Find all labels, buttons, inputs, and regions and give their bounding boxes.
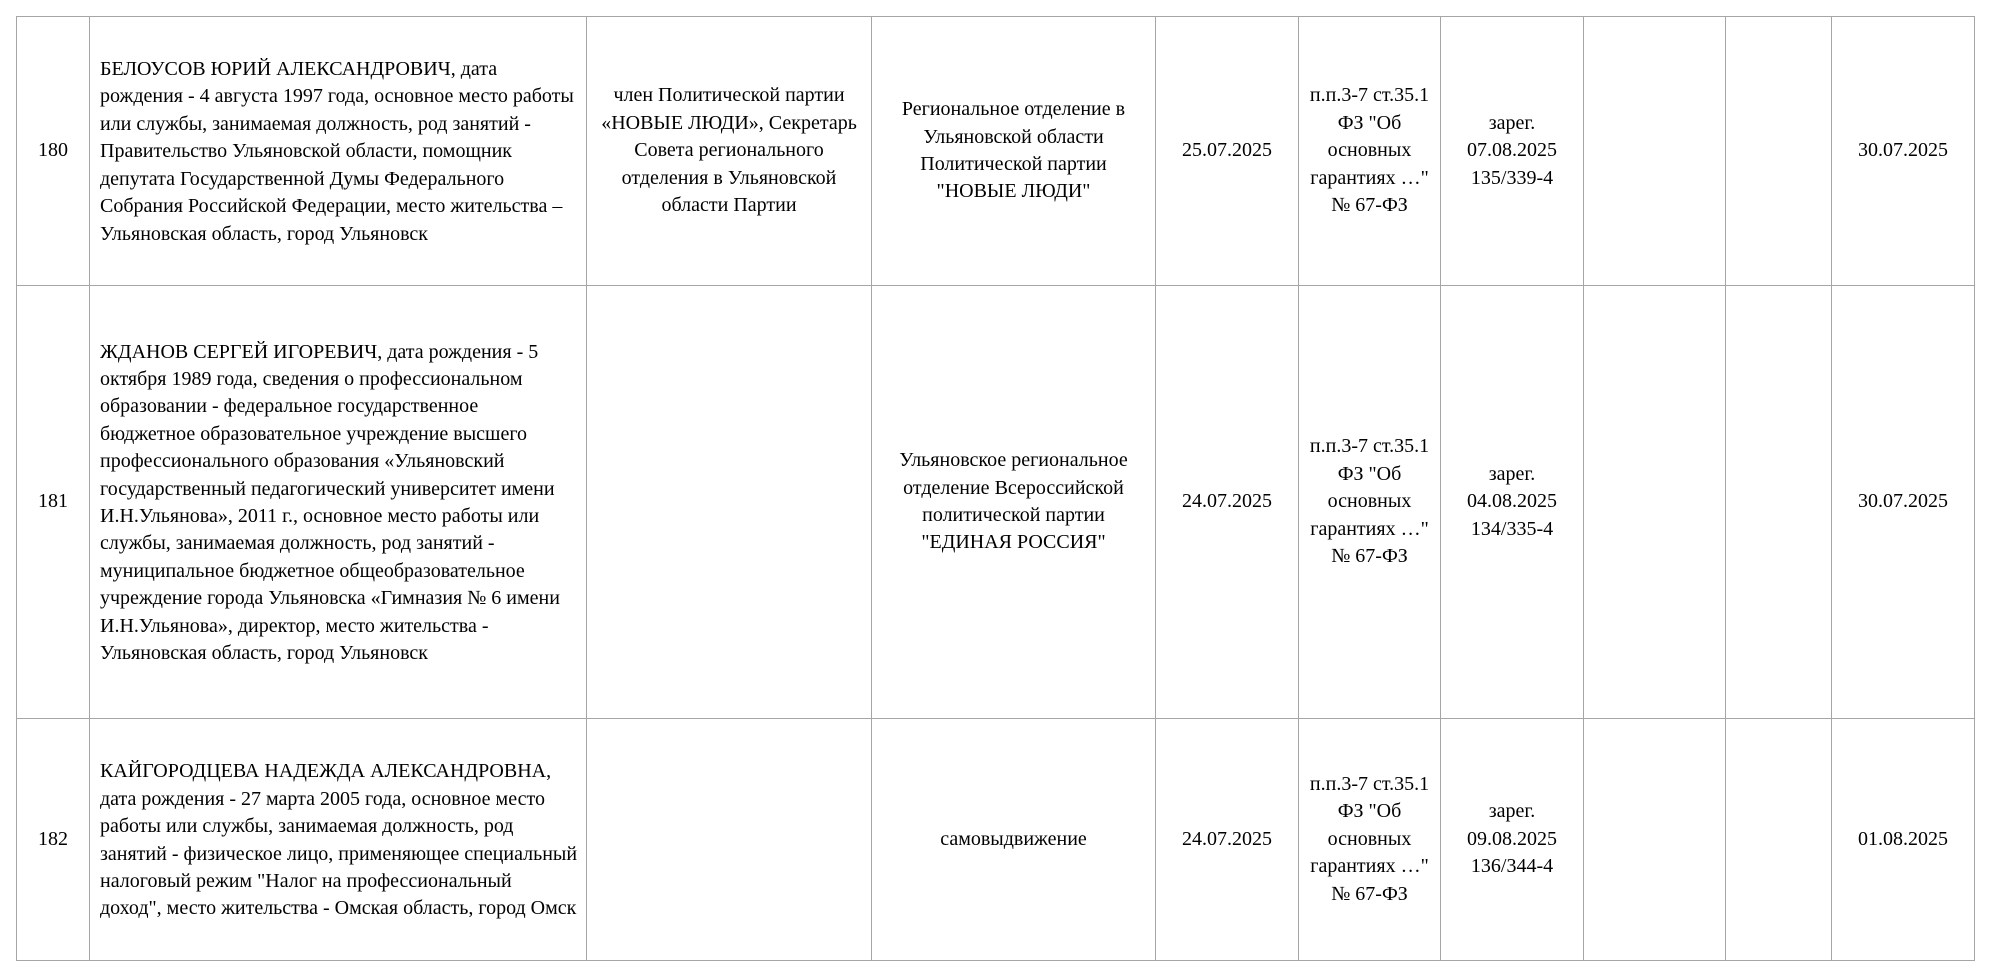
table-row (17, 286, 1975, 719)
nomination-date: 24.07.2025 (1182, 827, 1272, 850)
nomination-date-cell (1156, 286, 1299, 719)
candidate-info-cell (90, 719, 587, 961)
last-date: 30.07.2025 (1858, 139, 1948, 162)
last-date-cell (1832, 286, 1975, 719)
table-row (17, 719, 1975, 961)
candidates-table (16, 16, 1975, 961)
nominated-by-cell (872, 17, 1156, 286)
party-status-cell (587, 17, 872, 286)
empty-cell (1726, 286, 1832, 719)
party-status-cell (587, 719, 872, 961)
candidate-info-cell (90, 17, 587, 286)
legal-grounds-cell (1299, 17, 1441, 286)
party-status: член Политической партии «НОВЫЕ ЛЮДИ», Секретарь Совета регионального отделения в Ульяновской области Партии (601, 84, 857, 217)
nomination-date: 24.07.2025 (1182, 490, 1272, 513)
nominated-by-cell (872, 286, 1156, 719)
registration-cell (1441, 17, 1584, 286)
last-date-cell (1832, 719, 1975, 961)
registration-info: зарег. 07.08.2025 135/339-4 (1467, 111, 1557, 189)
table-row (17, 17, 1975, 286)
legal-grounds: п.п.3-7 ст.35.1 ФЗ "Об основных гарантиях …" № 67-ФЗ (1309, 772, 1430, 905)
nomination-date: 25.07.2025 (1182, 139, 1272, 162)
candidate-info: КАЙГОРОДЦЕВА НАДЕЖДА АЛЕКСАНДРОВНА, дата рождения - 27 марта 2005 года, основное место работы или службы, занимаемая должность, род занятий - физическое лицо, применяющее специальный налоговый режим "Налог на профессиональный доход", место жительства - Омская область, город Омск (100, 760, 578, 920)
empty-cell (1584, 719, 1726, 961)
nominated-by-cell (872, 719, 1156, 961)
registration-info: зарег. 04.08.2025 134/335-4 (1467, 462, 1557, 540)
nominated-by: самовыдвижение (940, 827, 1087, 850)
nominated-by: Ульяновское региональное отделение Всероссийской политической партии "ЕДИНАЯ РОССИЯ" (899, 449, 1128, 554)
empty-cell (1584, 286, 1726, 719)
candidate-info: ЖДАНОВ СЕРГЕЙ ИГОРЕВИЧ, дата рождения - 5 октября 1989 года, сведения о профессиональном образовании - федеральное государственное бюджетное образовательное учреждение высшего профессионального образования «Ульяновский государственный педагогический университет имени И.Н.Ульянова», 2011 г., основное место работы или службы, занимаемая должность, род занятий - муниципальное бюджетное общеобразовательное учреждение города Ульяновска «Гимназия № 6 имени И.Н.Ульянова», директор, место жительства - Ульяновская область, город Ульяновск (100, 340, 560, 665)
legal-grounds-cell (1299, 286, 1441, 719)
legal-grounds: п.п.3-7 ст.35.1 ФЗ "Об основных гарантиях …" № 67-ФЗ (1309, 84, 1430, 217)
legal-grounds-cell (1299, 719, 1441, 961)
empty-cell (1726, 17, 1832, 286)
row-number: 182 (38, 827, 68, 850)
row-number-cell (17, 286, 90, 719)
registration-cell (1441, 719, 1584, 961)
registration-cell (1441, 286, 1584, 719)
row-number: 180 (38, 139, 68, 162)
empty-cell (1584, 17, 1726, 286)
nominated-by: Региональное отделение в Ульяновской области Политической партии "НОВЫЕ ЛЮДИ" (901, 98, 1126, 203)
last-date: 01.08.2025 (1858, 827, 1948, 850)
legal-grounds: п.п.3-7 ст.35.1 ФЗ "Об основных гарантиях …" № 67-ФЗ (1309, 435, 1430, 568)
candidate-info: БЕЛОУСОВ ЮРИЙ АЛЕКСАНДРОВИЧ, дата рождения - 4 августа 1997 года, основное место работы или службы, занимаемая должность, род занятий - Правительство Ульяновской области, помощник депутата Государственной Думы Федерального Собрания Российской Федерации, место жительства – Ульяновская область, город Ульяновск (100, 58, 574, 245)
nomination-date-cell (1156, 719, 1299, 961)
party-status-cell (587, 286, 872, 719)
row-number-cell (17, 17, 90, 286)
candidate-info-cell (90, 286, 587, 719)
nomination-date-cell (1156, 17, 1299, 286)
registration-info: зарег. 09.08.2025 136/344-4 (1467, 800, 1557, 878)
last-date-cell (1832, 17, 1975, 286)
empty-cell (1726, 719, 1832, 961)
row-number-cell (17, 719, 90, 961)
last-date: 30.07.2025 (1858, 490, 1948, 513)
row-number: 181 (38, 490, 68, 513)
